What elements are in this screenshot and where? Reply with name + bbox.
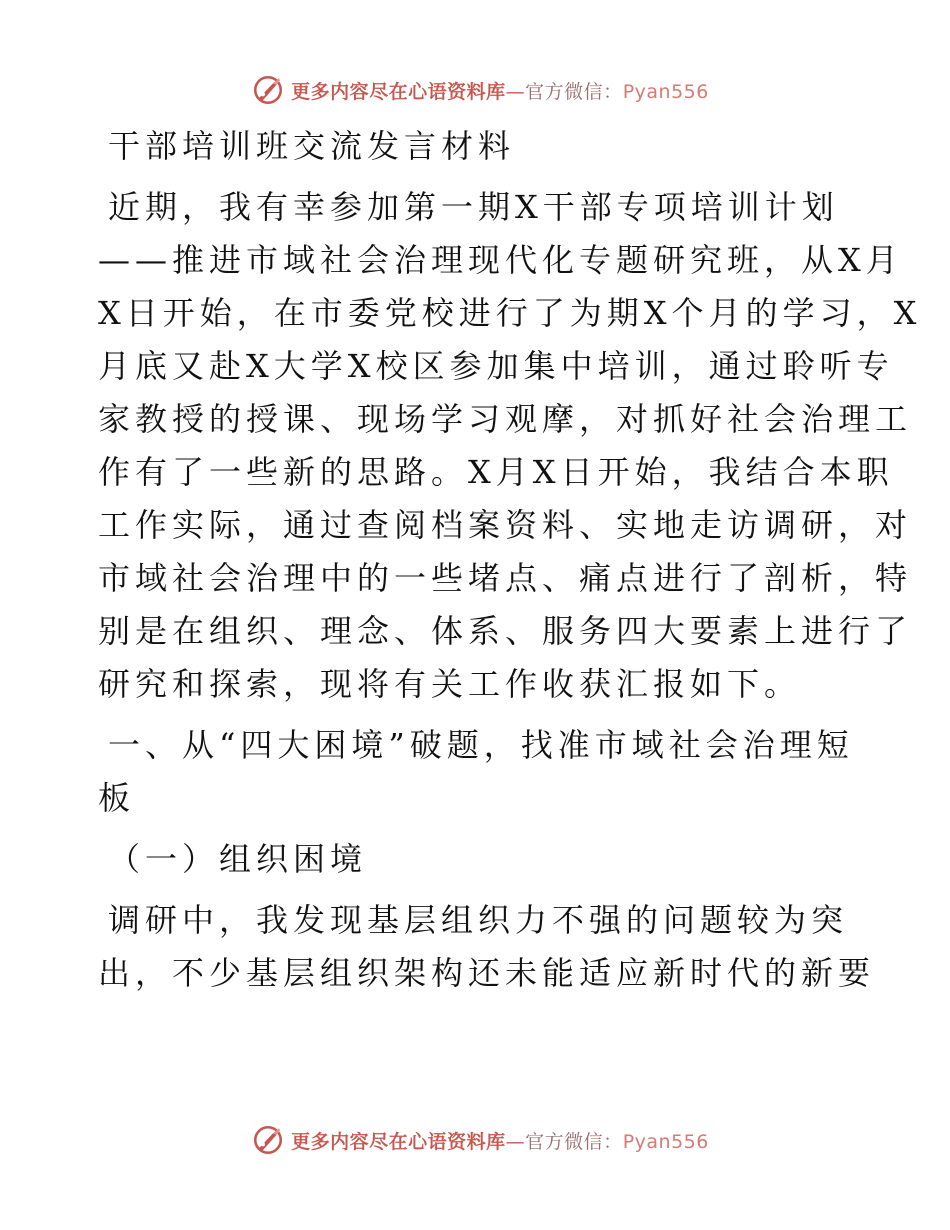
text-line: X日开始，在市委党校进行了为期X个月的学习，X [98,294,922,332]
paragraph-survey [98,894,876,1000]
text-line: 家教授的授课、现场学习观摩，对抓好社会治理工 [98,400,913,438]
heading-line: 一、从“四大困境”破题，找准市域社会治理短 [108,726,854,764]
watermark-group [241,73,709,107]
text-line: 近期，我有幸参加第一期X干部专项培训计划 [108,188,839,226]
text-line: 出，不少基层组织架构还未能适应新时代的新要 [98,954,876,992]
text-line: 别是在组织、理念、体系、服务四大要素上进行了 [98,612,913,650]
paragraph-intro [98,181,922,711]
text-line: 调研中，我发现基层组织力不强的问题较为突 [108,901,849,939]
watermark-separator: — [505,80,526,103]
text-line: 月底又赴X大学X校区参加集中培训，通过聆听专 [98,347,894,385]
header-watermark-banner [0,70,950,110]
watermark-account: Pyan556 [622,1130,709,1153]
text-line: ——推进市域社会治理现代化专题研究班，从X月 [98,241,903,279]
text-line: 市域社会治理中的一些堵点、痛点进行了剖析，特 [98,559,913,597]
watermark-lead: 更多内容尽在心语资料库 [291,1130,506,1153]
text-line: 工作实际，通过查阅档案资料、实地走访调研，对 [98,506,913,544]
footer-watermark-banner [0,1120,950,1160]
watermark-channel: 官方微信： [525,1130,623,1153]
watermark-account: Pyan556 [622,80,709,103]
watermark-text [291,1127,709,1154]
subheading-1: （一）组织困境 [108,840,368,878]
watermark-lead: 更多内容尽在心语资料库 [291,80,506,103]
text-line: 研究和探索，现将有关工作收获汇报如下。 [98,665,802,703]
document-body [98,120,922,1000]
heading-line: 板 [98,779,136,817]
watermark-channel: 官方微信： [525,80,623,103]
brand-logo-icon [251,73,285,107]
watermark-separator: — [505,1130,526,1153]
watermark-group [241,1123,709,1157]
brand-logo-icon [251,1123,285,1157]
document-title: 干部培训班交流发言材料 [108,127,516,165]
section-heading-1 [98,719,858,825]
watermark-text [291,77,709,104]
text-line: 作有了一些新的思路。X月X日开始，我结合本职 [98,453,894,491]
